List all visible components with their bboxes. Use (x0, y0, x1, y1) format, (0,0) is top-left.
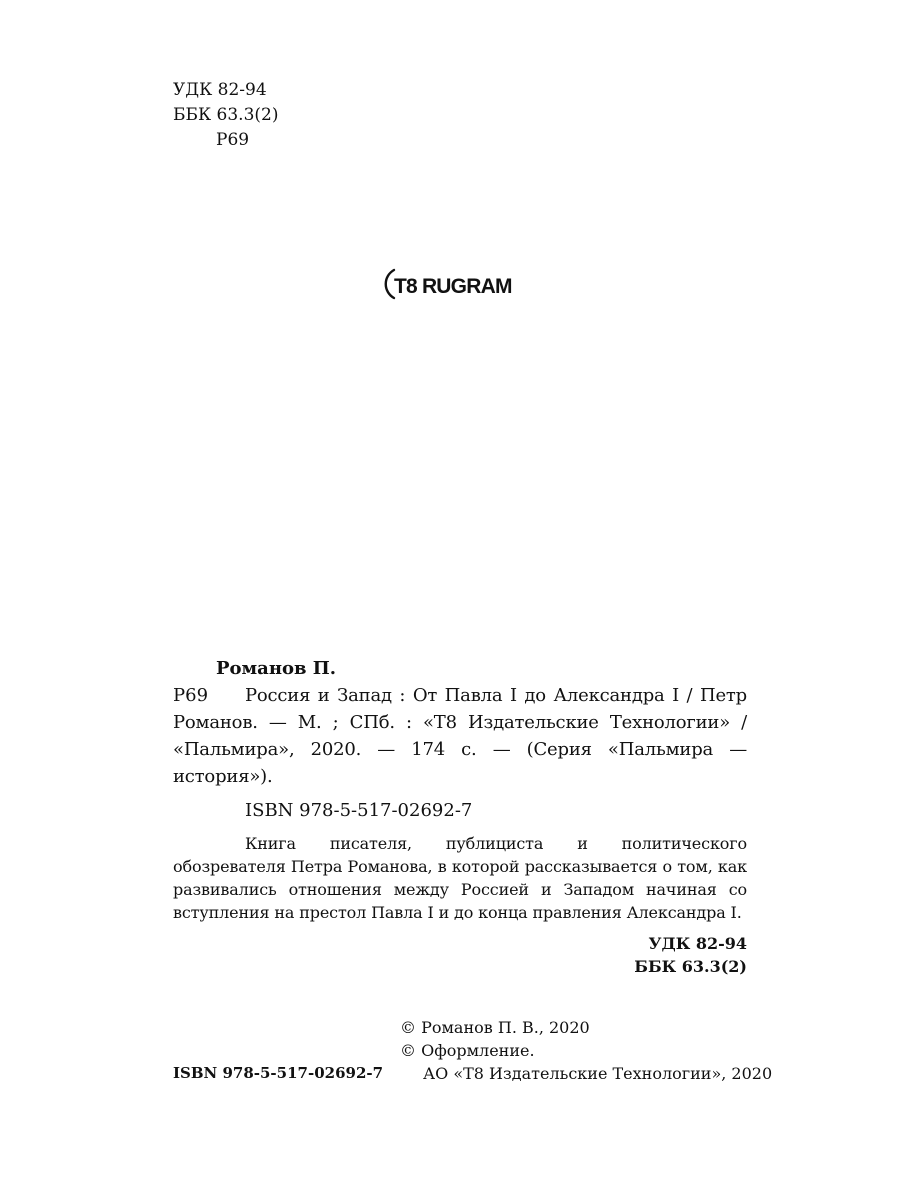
author-heading: Романов П. (216, 658, 337, 679)
isbn-bottom: ISBN 978-5-517-02692-7 (173, 1064, 384, 1082)
udk-code: УДК 82-94 (173, 80, 267, 100)
book-annotation: Книга писателя, публициста и политического обозревателя Петра Романова, в которой рассказывается о том, как развивались отношения между Россией и Западом начиная со вступления на престол Павла I и до конца правления Александра I. (173, 834, 747, 922)
udk-code-bottom: УДК 82-94 (648, 934, 747, 953)
copyright-author: © Романов П. В., 2020 (400, 1018, 590, 1037)
t8-rugram-logo-icon (384, 264, 534, 304)
logo-text: T8 RUGRAM (394, 275, 512, 298)
record-author-mark: Р69 (173, 685, 209, 706)
author-mark: Р69 (216, 130, 250, 150)
record-description: Россия и Запад : От Павла I до Александра I / Петр Романов. — М. ; СПб. : «Т8 Издательские Технологии» / «Пальмира», 2020. — 174 с. — (Серия «Пальмира — история»). (173, 685, 747, 787)
classification-codes-bottom (634, 932, 747, 978)
classification-codes-top (173, 78, 278, 153)
copyright-publisher: АО «Т8 Издательские Технологии», 2020 (423, 1064, 773, 1083)
bbk-code-bottom: ББК 63.3(2) (634, 957, 747, 976)
record-isbn: ISBN 978-5-517-02692-7 (245, 800, 473, 821)
bbk-code: ББК 63.3(2) (173, 105, 279, 125)
copyright-block (400, 1016, 772, 1085)
publisher-logo (384, 264, 534, 304)
copyright-design: © Оформление. (400, 1041, 535, 1060)
